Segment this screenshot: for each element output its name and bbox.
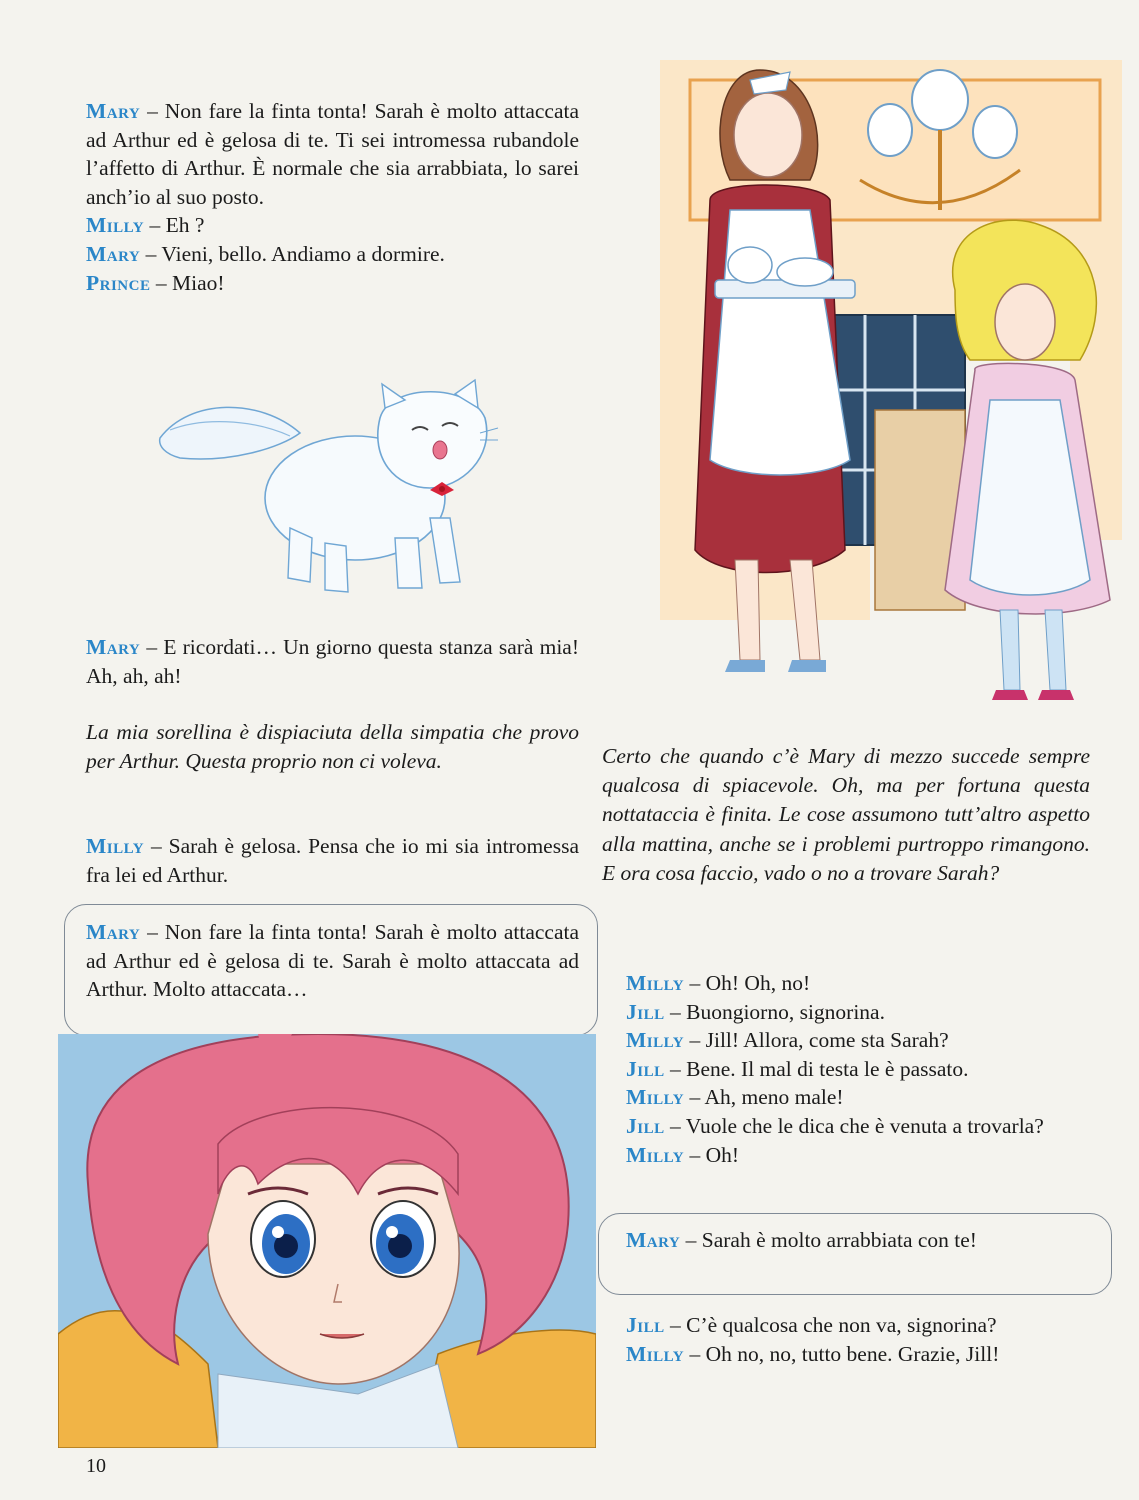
dialogue-line: Jill – Bene. Il mal di testa le è passato. <box>626 1056 969 1081</box>
dialogue-line: Mary – E ricordati… Un giorno questa stanza sarà mia! Ah, ah, ah! <box>86 635 579 688</box>
dialogue-line: Milly – Jill! Allora, come sta Sarah? <box>626 1028 949 1053</box>
dialogue-line: Milly – Oh no, no, tutto bene. Grazie, Jill! <box>626 1341 1000 1366</box>
page-number: 10 <box>86 1455 106 1477</box>
dialogue-block-4 <box>602 969 1090 1169</box>
dialogue-block-5 <box>602 1311 1090 1368</box>
dialogue-line: Milly – Oh! <box>626 1142 740 1167</box>
narration-2: Certo che quando c’è Mary di mezzo succede sempre qualcosa di spiacevole. Oh, ma per fortuna questa nottataccia è finita. Le cose assumono tutt’altro aspetto alla mattina, anche se i problemi purtroppo rimangono. E ora cosa faccio, vado o no a trovare Sarah? <box>602 744 1090 885</box>
dialogue-line: Mary – Non fare la finta tonta! Sarah è molto attaccata ad Arthur ed è gelosa di te. Ti sei intromessa rubandole l’affetto di Arthur. È normale che sia arrabbiata, lo sarei anch’io al suo posto. <box>86 99 580 209</box>
speech-bubble-1-text: Mary – Non fare la finta tonta! Sarah è molto attaccata ad Arthur ed è gelosa di te. Sarah è molto attaccata ad Arthur. Molto attaccata… <box>86 920 580 1002</box>
dialogue-line: Prince – Miao! <box>86 270 225 295</box>
dialogue-line: Milly – Eh ? <box>86 213 205 238</box>
maid-and-girl-illustration <box>600 60 1122 720</box>
girl-portrait-illustration <box>58 1034 596 1448</box>
dialogue-line: Milly – Ah, meno male! <box>626 1085 844 1110</box>
dialogue-line: Jill – C’è qualcosa che non va, signorina? <box>626 1313 997 1337</box>
dialogue-line: Milly – Oh! Oh, no! <box>626 971 811 995</box>
dialogue-line: Mary – Vieni, bello. Andiamo a dormire. <box>86 241 445 266</box>
dialogue-block-2 <box>86 633 579 690</box>
dialogue-block-3 <box>86 832 579 889</box>
dialogue-line: Jill – Vuole che le dica che è venuta a trovarla? <box>626 1113 1044 1138</box>
speech-bubble-2-text: Mary – Sarah è molto arrabbiata con te! <box>626 1228 977 1252</box>
cat-drawing <box>150 378 500 600</box>
dialogue-line: Jill – Buongiorno, signorina. <box>626 999 885 1024</box>
maid-drawing <box>600 60 1122 720</box>
dialogue-line: Milly – Sarah è gelosa. Pensa che io mi sia intromessa fra lei ed Arthur. <box>86 834 579 887</box>
portrait-drawing <box>58 1034 596 1448</box>
cat-illustration <box>150 378 500 600</box>
dialogue-block-1 <box>86 97 579 297</box>
narration-1: La mia sorellina è dispiaciuta della simpatia che provo per Arthur. Questa proprio non ci voleva. <box>86 720 579 773</box>
